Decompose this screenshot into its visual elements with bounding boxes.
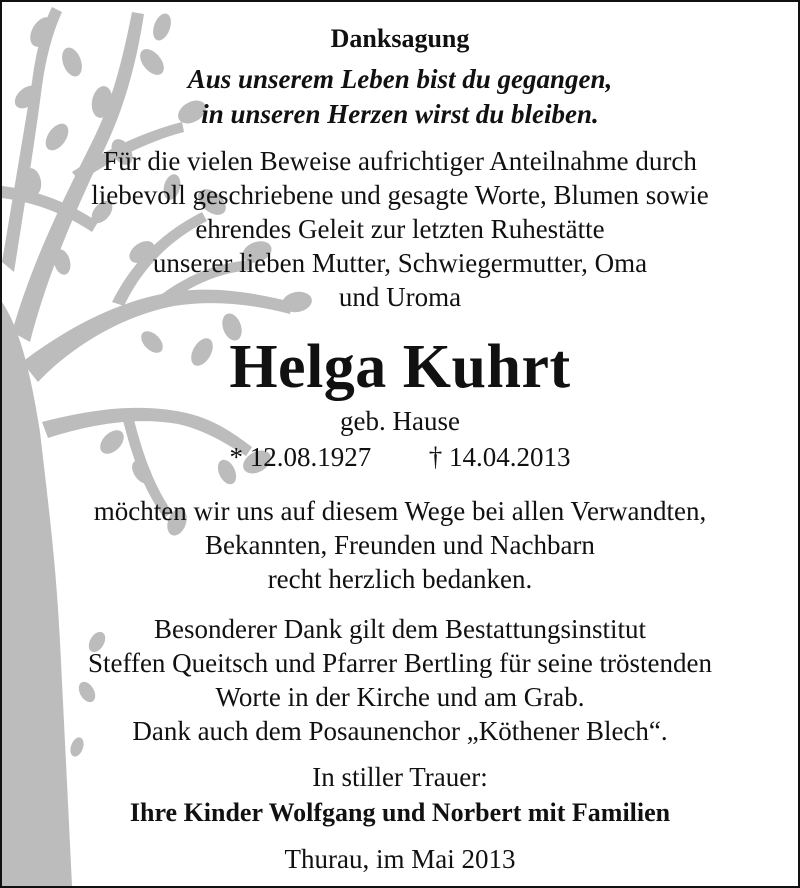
notice-heading: Danksagung (330, 24, 470, 53)
place-date: Thurau, im Mai 2013 (284, 844, 516, 874)
maiden-name: geb. Hause (340, 406, 460, 436)
intro-line-4: unserer lieben Mutter, Schwiegermutter, Oma (152, 248, 648, 278)
special-thanks-line-4: Dank auch dem Posaunenchor „Köthener Blech“. (132, 716, 668, 746)
special-thanks-line-3: Worte in der Kirche und am Grab. (215, 682, 585, 712)
death-date: † 14.04.2013 (428, 442, 571, 472)
special-thanks-line-1: Besonderer Dank gilt dem Bestattungsinstitut (154, 614, 646, 644)
special-thanks-line-2: Steffen Queitsch und Pfarrer Bertling für seine tröstenden (87, 648, 713, 678)
deceased-name: Helga Kuhrt (229, 333, 571, 401)
birth-date: * 12.08.1927 (229, 442, 372, 472)
thanks-line-2: Bekannten, Freunden und Nachbarn (205, 530, 595, 560)
thanks-line-3: recht herzlich bedanken. (267, 564, 533, 594)
intro-line-3: ehrendes Geleit zur letzten Ruhestätte (195, 214, 605, 244)
thanks-line-1: möchten wir uns auf diesem Wege bei allen Verwandten, (93, 496, 707, 526)
intro-line-5: und Uroma (338, 282, 462, 312)
intro-line-1: Für die vielen Beweise aufrichtiger Anteilnahme durch (103, 146, 697, 176)
motto-line-1: Aus unserem Leben bist du gegangen, (187, 64, 613, 94)
signature: Ihre Kinder Wolfgang und Norbert mit Familien (129, 798, 671, 827)
life-dates (2, 442, 798, 473)
motto-line-2: in unseren Herzen wirst du bleiben. (201, 99, 599, 129)
intro-line-2: liebevoll geschriebene und gesagte Worte, Blumen sowie (91, 180, 709, 210)
mourning-intro: In stiller Trauer: (312, 762, 488, 792)
